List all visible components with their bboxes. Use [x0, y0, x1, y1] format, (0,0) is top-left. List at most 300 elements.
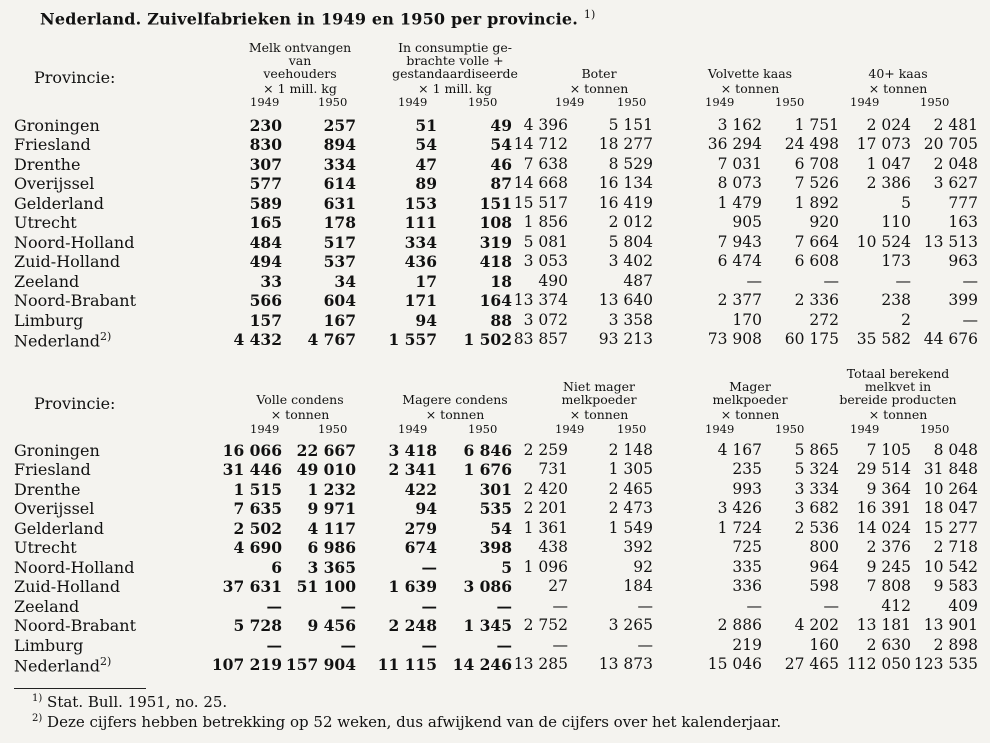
bottom-year-0: 1949: [250, 422, 280, 436]
top-row-label-text: Noord-Brabant: [14, 291, 137, 311]
bottom-cell: 13 181: [856, 616, 911, 635]
bottom-cell: 5 865: [794, 441, 839, 459]
bottom-cell: 3 265: [608, 616, 653, 635]
top-row-label-text: Groningen: [14, 116, 100, 135]
bottom-cell: 2 752: [523, 616, 568, 635]
bottom-row-label: [14, 558, 134, 577]
bottom-cell: 6 846: [463, 441, 512, 460]
bottom-cell: 4 690: [233, 538, 282, 558]
top-cell: 7 664: [794, 232, 839, 251]
bottom-cell: 54: [490, 518, 512, 538]
top-cell: 89: [415, 174, 437, 194]
top-cell: 94: [415, 310, 437, 330]
top-cell: 963: [948, 252, 978, 271]
bottom-row-label: [14, 480, 80, 499]
top-cell: 2 377: [717, 291, 762, 310]
top-row-label: [14, 135, 91, 154]
top-cell: 163: [948, 213, 978, 232]
top-cell: 604: [323, 291, 356, 311]
top-cell: 2 386: [866, 174, 911, 193]
top-cell: 3 358: [608, 310, 653, 329]
top-cell: 51: [415, 116, 437, 135]
bottom-year-2: 1949: [398, 422, 428, 436]
bottom-cell: 2 248: [388, 616, 437, 636]
bottom-cell: —: [496, 596, 512, 616]
top-cell: 230: [249, 116, 282, 135]
top-cell: 20 705: [923, 135, 978, 154]
bottom-cell: 1 549: [608, 518, 653, 537]
top-cell: 517: [323, 232, 356, 252]
top-row-label-text: Zuid-Holland: [14, 252, 121, 272]
bottom-cell: 2 341: [388, 460, 437, 480]
top-cell: 2 012: [608, 213, 653, 232]
bottom-year-6: 1949: [705, 422, 735, 436]
bottom-row-label: [14, 597, 79, 616]
bottom-row-label-text: Friesland: [14, 460, 91, 480]
top-cell: 13 374: [513, 291, 568, 310]
top-cell: 777: [948, 193, 978, 212]
top-total-footnote-mark: 2): [100, 329, 112, 343]
top-cell: 257: [323, 116, 356, 135]
top-row-label: [14, 252, 120, 271]
bottom-year-5: 1950: [617, 422, 647, 436]
top-year-0: 1949: [250, 95, 280, 109]
top-cell: 1 502: [463, 329, 512, 349]
bottom-row-label-text: Drenthe: [14, 479, 81, 499]
bottom-cell: 438: [538, 538, 568, 557]
bottom-cell: —: [552, 596, 568, 615]
top-cell: 170: [732, 310, 762, 329]
bottom-row-label: [14, 538, 77, 557]
bottom-group-unit-1: × tonnen: [425, 407, 485, 422]
top-cell: 272: [809, 310, 839, 329]
bottom-year-4: 1949: [555, 422, 585, 436]
bottom-cell: 3 426: [717, 499, 762, 518]
top-cell: 1 479: [717, 193, 762, 212]
bottom-cell: —: [552, 635, 568, 654]
bottom-cell: 2 718: [933, 538, 978, 557]
top-cell: 537: [323, 252, 356, 272]
top-cell: 16 134: [598, 174, 653, 193]
top-row-label-text: Drenthe: [14, 154, 81, 174]
bottom-cell: 2 473: [608, 499, 653, 518]
top-row-label-text: Friesland: [14, 135, 91, 155]
top-group-unit-3: × tonnen: [720, 81, 780, 96]
bottom-cell: 31 446: [222, 460, 282, 480]
bottom-cell: 1 305: [608, 460, 653, 479]
title-footnote-mark: 1): [583, 8, 596, 21]
bottom-group-unit-0: × tonnen: [270, 407, 330, 422]
bottom-cell: 1 724: [717, 518, 762, 537]
bottom-cell: 10 264: [923, 479, 978, 498]
top-cell: 171: [404, 291, 437, 311]
top-year-1: 1950: [318, 95, 348, 109]
top-cell: 153: [404, 193, 437, 213]
footnote-2-mark: 2): [32, 713, 43, 724]
bottom-cell: 9 364: [866, 479, 911, 498]
top-cell: 93 213: [598, 329, 653, 348]
top-cell: 14 712: [513, 135, 568, 154]
title-text: Nederland. Zuivelfabrieken in 1949 en 1950 per provincie.: [40, 9, 579, 29]
bottom-cell: 1 361: [523, 518, 568, 537]
bottom-row-label-text: Groningen: [14, 441, 100, 460]
top-cell: 334: [323, 154, 356, 174]
bottom-cell: 1 639: [388, 577, 437, 597]
top-cell: 14 668: [513, 174, 568, 193]
top-cell: 35 582: [856, 329, 911, 348]
top-group-unit-4: × tonnen: [868, 81, 928, 96]
bottom-cell: 725: [732, 538, 762, 557]
top-cell: 5 151: [608, 116, 653, 134]
top-group-unit-0: × 1 mill. kg: [263, 81, 337, 96]
bottom-cell: 10 542: [923, 557, 978, 576]
footnote-2-text: Deze cijfers hebben betrekking op 52 weken, dus afwijkend van de cijfers over het kalenderjaar.: [47, 713, 782, 731]
top-province-label: Provincie:: [34, 68, 116, 87]
top-cell: 494: [249, 252, 282, 272]
top-cell: 631: [323, 193, 356, 213]
bottom-cell: —: [266, 635, 282, 655]
top-cell: 1 856: [523, 213, 568, 232]
bottom-group-header-0: Volle condens: [256, 392, 344, 407]
bottom-cell: 18 047: [923, 499, 978, 518]
top-year-7: 1950: [775, 95, 805, 109]
bottom-cell: 6: [271, 557, 282, 577]
bottom-cell: —: [340, 635, 356, 655]
bottom-cell: 2 259: [523, 441, 568, 459]
top-cell: 8 529: [608, 154, 653, 173]
top-group-unit-2: × tonnen: [569, 81, 629, 96]
bottom-cell: 2 201: [523, 499, 568, 518]
top-group-header-0: Melk ontvangen van veehouders: [248, 40, 352, 81]
top-cell: 60 175: [784, 329, 839, 348]
bottom-cell: 4 117: [307, 518, 356, 538]
top-row-label-text: Nederland: [14, 331, 101, 351]
bottom-group-header-3: Mager melkpoeder: [712, 379, 788, 407]
top-cell: 108: [479, 213, 512, 233]
bottom-cell: 4 167: [717, 441, 762, 459]
top-cell: 2: [901, 310, 911, 329]
top-cell: 36 294: [707, 135, 762, 154]
bottom-cell: 9 583: [933, 577, 978, 596]
top-cell: 1 557: [388, 329, 437, 349]
bottom-cell: 335: [732, 557, 762, 576]
top-cell: 33: [260, 271, 282, 291]
bottom-row-label-text: Zuid-Holland: [14, 577, 121, 597]
top-cell: 167: [323, 310, 356, 330]
top-row-label: [14, 291, 136, 310]
top-row-label: [14, 174, 94, 193]
bottom-row-label-text: Utrecht: [14, 538, 77, 558]
bottom-row-label-text: Zeeland: [14, 596, 80, 616]
top-cell: 5: [901, 193, 911, 212]
top-cell: 4 767: [307, 329, 356, 349]
top-cell: 165: [249, 213, 282, 233]
top-cell: 18 277: [598, 135, 653, 154]
footnote-1-mark: 1): [32, 693, 43, 704]
bottom-year-1: 1950: [318, 422, 348, 436]
top-cell: 151: [479, 193, 512, 213]
bottom-group-unit-4: × tonnen: [868, 407, 928, 422]
bottom-cell: 92: [633, 557, 653, 576]
top-cell: 905: [732, 213, 762, 232]
top-cell: 3 627: [933, 174, 978, 193]
bottom-year-9: 1950: [920, 422, 950, 436]
bottom-cell: 3 418: [388, 441, 437, 460]
bottom-cell: 16 391: [856, 499, 911, 518]
footnote-1: [32, 693, 227, 711]
top-group-header-1: In consumptie ge- brachte volle + gestandaardiseerde: [392, 40, 518, 81]
bottom-cell: 7 105: [866, 441, 911, 459]
top-group-unit-1: × 1 mill. kg: [418, 81, 492, 96]
top-cell: 1 751: [794, 116, 839, 134]
bottom-province-label: Provincie:: [34, 394, 116, 413]
bottom-cell: 14 246: [452, 654, 512, 674]
top-row-label-text: Gelderland: [14, 193, 104, 213]
top-cell: 18: [490, 271, 512, 291]
bottom-cell: —: [266, 596, 282, 616]
top-cell: 110: [881, 213, 911, 232]
top-row-label-text: Utrecht: [14, 213, 77, 233]
bottom-cell: 800: [809, 538, 839, 557]
bottom-cell: —: [496, 635, 512, 655]
top-row-label-text: Zeeland: [14, 271, 80, 291]
top-cell: 10 524: [856, 232, 911, 251]
top-cell: 2 336: [794, 291, 839, 310]
bottom-cell: —: [637, 596, 653, 615]
bottom-group-header-1: Magere condens: [402, 392, 508, 407]
top-cell: 577: [249, 174, 282, 194]
top-row-label: [14, 194, 104, 213]
bottom-total-footnote-mark: 2): [100, 654, 112, 668]
top-cell: 7 031: [717, 154, 762, 173]
bottom-cell: 3 365: [307, 557, 356, 577]
bottom-cell: 1 676: [463, 460, 512, 480]
bottom-cell: 11 115: [377, 654, 437, 674]
top-row-label-text: Overijssel: [14, 174, 95, 194]
bottom-cell: 4 202: [794, 616, 839, 635]
top-cell: 894: [323, 135, 356, 155]
bottom-group-unit-2: × tonnen: [569, 407, 629, 422]
bottom-cell: 94: [415, 499, 437, 519]
top-cell: 5 081: [523, 232, 568, 251]
top-cell: 157: [249, 310, 282, 330]
top-group-header-3: Volvette kaas: [707, 66, 793, 81]
bottom-cell: 731: [538, 460, 568, 479]
bottom-row-label-text: Noord-Holland: [14, 557, 135, 577]
bottom-cell: 37 631: [222, 577, 282, 597]
footnote-2: [32, 713, 781, 731]
top-cell: —: [962, 271, 978, 290]
footnote-rule: [14, 688, 146, 689]
bottom-cell: 993: [732, 479, 762, 498]
bottom-group-header-4: Totaal berekend melkvet in bereide producten: [839, 366, 957, 407]
bottom-row-label-text: Noord-Brabant: [14, 616, 137, 636]
bottom-cell: 9 971: [307, 499, 356, 519]
bottom-row-label: [14, 519, 104, 538]
top-cell: 487: [623, 271, 653, 290]
top-row-label: [14, 330, 111, 350]
bottom-cell: 13 285: [513, 654, 568, 673]
bottom-cell: 22 667: [296, 441, 356, 460]
bottom-cell: 336: [732, 577, 762, 596]
bottom-row-label-text: Gelderland: [14, 518, 104, 538]
top-cell: 15 517: [513, 193, 568, 212]
bottom-cell: 2 148: [608, 441, 653, 459]
bottom-cell: —: [823, 596, 839, 615]
bottom-cell: 7 635: [233, 499, 282, 519]
top-cell: 7 943: [717, 232, 762, 251]
bottom-cell: 31 848: [923, 460, 978, 479]
top-cell: 399: [948, 291, 978, 310]
top-cell: 54: [490, 135, 512, 155]
top-row-label: [14, 272, 79, 291]
top-cell: 830: [249, 135, 282, 155]
top-cell: 16 419: [598, 193, 653, 212]
bottom-row-label-text: Nederland: [14, 656, 101, 676]
top-row-label: [14, 155, 80, 174]
bottom-cell: 235: [732, 460, 762, 479]
bottom-cell: 27: [548, 577, 568, 596]
bottom-cell: 5 324: [794, 460, 839, 479]
bottom-cell: 160: [809, 635, 839, 654]
top-cell: 49: [490, 116, 512, 135]
top-cell: 3 072: [523, 310, 568, 329]
top-year-6: 1949: [705, 95, 735, 109]
bottom-row-label: [14, 499, 94, 518]
top-cell: 46: [490, 154, 512, 174]
top-cell: —: [746, 271, 762, 290]
bottom-cell: —: [421, 596, 437, 616]
bottom-cell: 2 886: [717, 616, 762, 635]
top-cell: 920: [809, 213, 839, 232]
top-cell: 589: [249, 193, 282, 213]
top-cell: 47: [415, 154, 437, 174]
top-cell: 73 908: [707, 329, 762, 348]
bottom-cell: 29 514: [856, 460, 911, 479]
bottom-cell: —: [340, 596, 356, 616]
bottom-cell: —: [637, 635, 653, 654]
bottom-cell: 13 901: [923, 616, 978, 635]
top-cell: 2 024: [866, 116, 911, 134]
top-cell: 7 638: [523, 154, 568, 173]
bottom-cell: 3 334: [794, 479, 839, 498]
top-year-5: 1950: [617, 95, 647, 109]
top-cell: 164: [479, 291, 512, 311]
bottom-cell: 15 277: [923, 518, 978, 537]
bottom-cell: 279: [404, 518, 437, 538]
bottom-cell: 2 376: [866, 538, 911, 557]
top-cell: 238: [881, 291, 911, 310]
bottom-row-label: [14, 636, 83, 655]
bottom-cell: 14 024: [856, 518, 911, 537]
top-cell: 4 432: [233, 329, 282, 349]
bottom-cell: 535: [479, 499, 512, 519]
top-cell: 6 708: [794, 154, 839, 173]
bottom-cell: 1 232: [307, 479, 356, 499]
top-row-label: [14, 233, 134, 252]
bottom-cell: 398: [479, 538, 512, 558]
top-year-8: 1949: [850, 95, 880, 109]
top-cell: —: [895, 271, 911, 290]
bottom-cell: 2 502: [233, 518, 282, 538]
bottom-cell: —: [421, 635, 437, 655]
top-row-label: [14, 311, 83, 330]
bottom-cell: 16 066: [222, 441, 282, 460]
top-cell: 3 402: [608, 252, 653, 271]
bottom-cell: 2 465: [608, 479, 653, 498]
top-year-2: 1949: [398, 95, 428, 109]
top-cell: 8 073: [717, 174, 762, 193]
top-group-header-2: Boter: [581, 66, 617, 81]
top-cell: 1 047: [866, 154, 911, 173]
top-cell: 17 073: [856, 135, 911, 154]
bottom-cell: 123 535: [913, 654, 978, 673]
top-cell: 307: [249, 154, 282, 174]
top-cell: 490: [538, 271, 568, 290]
bottom-cell: 8 048: [933, 441, 978, 459]
top-cell: —: [962, 310, 978, 329]
bottom-row-label: [14, 616, 136, 635]
bottom-cell: 598: [809, 577, 839, 596]
bottom-cell: 964: [809, 557, 839, 576]
bottom-cell: 1 515: [233, 479, 282, 499]
bottom-cell: 51 100: [296, 577, 356, 597]
bottom-cell: 3 086: [463, 577, 512, 597]
top-cell: 2 481: [933, 116, 978, 134]
bottom-row-label: [14, 577, 120, 596]
top-year-9: 1950: [920, 95, 950, 109]
bottom-cell: 2 630: [866, 635, 911, 654]
bottom-year-7: 1950: [775, 422, 805, 436]
top-cell: 566: [249, 291, 282, 311]
top-cell: 319: [479, 232, 512, 252]
top-cell: 334: [404, 232, 437, 252]
bottom-cell: 3 682: [794, 499, 839, 518]
top-cell: 7 526: [794, 174, 839, 193]
top-year-3: 1950: [468, 95, 498, 109]
bottom-cell: 1 345: [463, 616, 512, 636]
bottom-cell: 9 456: [307, 616, 356, 636]
bottom-year-3: 1950: [468, 422, 498, 436]
top-row-label: [14, 213, 77, 232]
top-year-4: 1949: [555, 95, 585, 109]
top-cell: 87: [490, 174, 512, 194]
bottom-cell: 157 904: [285, 654, 356, 674]
bottom-cell: 5 728: [233, 616, 282, 636]
bottom-row-label-text: Limburg: [14, 635, 84, 655]
bottom-cell: 15 046: [707, 654, 762, 673]
bottom-row-label-text: Overijssel: [14, 499, 95, 519]
top-cell: 24 498: [784, 135, 839, 154]
top-cell: 34: [334, 271, 356, 291]
bottom-cell: 9 245: [866, 557, 911, 576]
top-cell: 436: [404, 252, 437, 272]
bottom-cell: 412: [881, 596, 911, 615]
top-cell: 13 640: [598, 291, 653, 310]
bottom-cell: 107 219: [211, 654, 282, 674]
top-cell: 17: [415, 271, 437, 291]
top-cell: 13 513: [923, 232, 978, 251]
bottom-year-8: 1949: [850, 422, 880, 436]
top-cell: 484: [249, 232, 282, 252]
bottom-cell: 392: [623, 538, 653, 557]
top-cell: 2 048: [933, 154, 978, 173]
top-cell: 418: [479, 252, 512, 272]
bottom-cell: 2 536: [794, 518, 839, 537]
bottom-cell: 2 420: [523, 479, 568, 498]
bottom-group-header-2: Niet mager melkpoeder: [561, 379, 637, 407]
top-row-label-text: Limburg: [14, 310, 84, 330]
